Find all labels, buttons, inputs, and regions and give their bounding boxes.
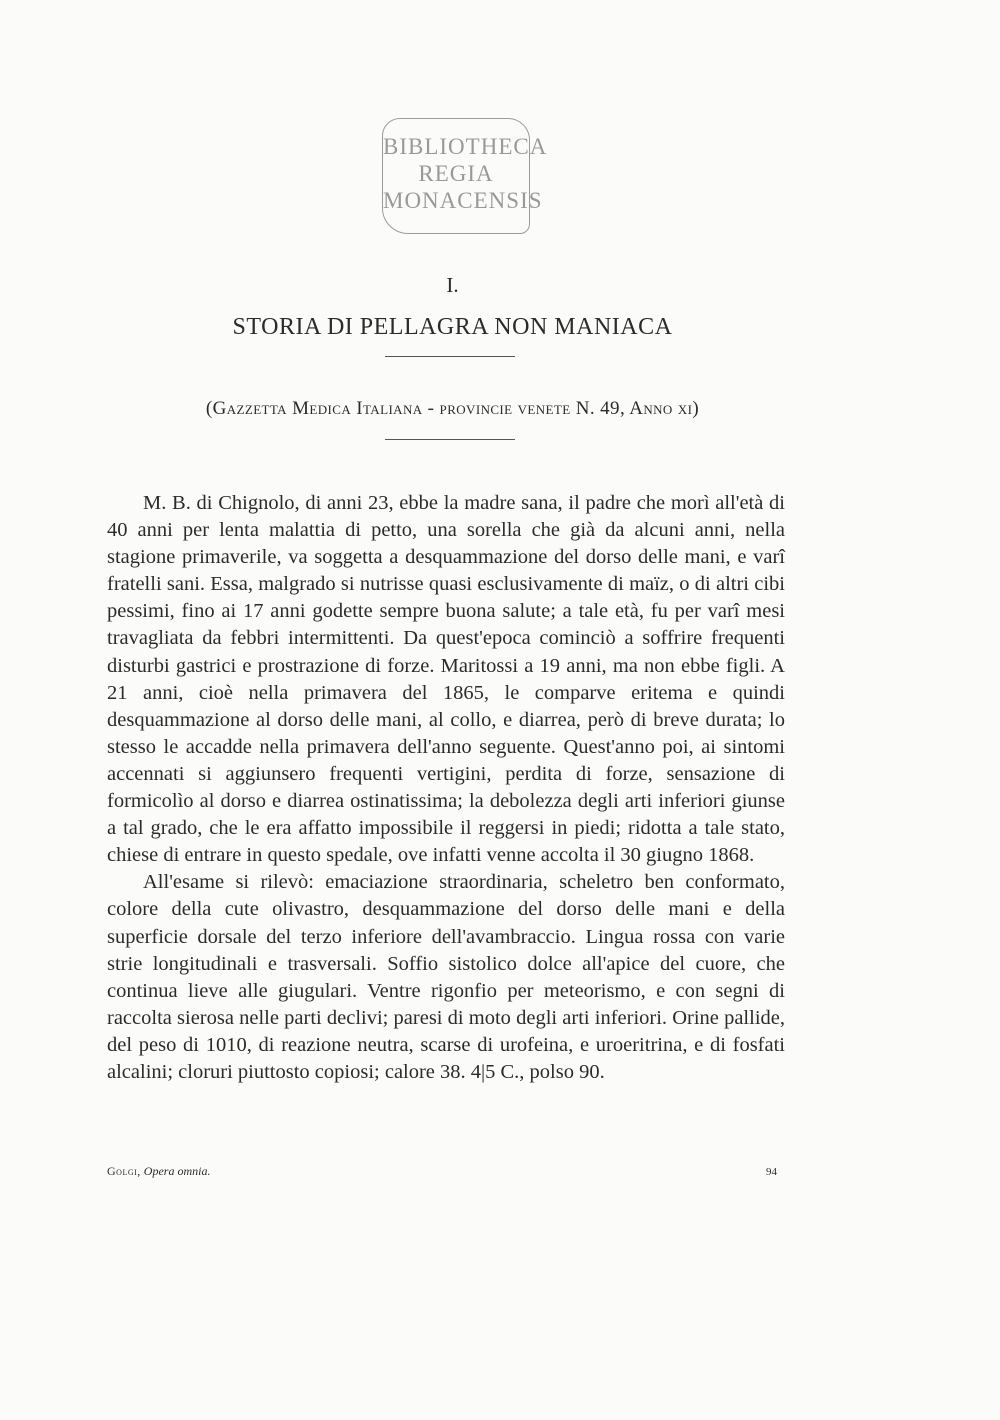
source-close-paren: ) — [692, 398, 700, 419]
footer-author: Golgi, — [107, 1164, 141, 1178]
paragraph: M. B. di Chignolo, di anni 23, ebbe la madre sana, il padre che morì all'età di 40 anni per lenta malattia di petto, una sorella che già da alcuni anni, nella stagione primaverile, va soggetta a desquammazione del dorso delle mani, e varî fratelli sani. Essa, malgrado si nutrisse quasi esclusivamente di maïz, o di altri cibi pessimi, fino ai 17 anni godette sempre buona salute; a tale età, fu per varî mesi travagliata da febbri intermittenti. Da quest'epoca cominciò a soffrire frequenti disturbi gastrici e prostrazione di forze. Maritossi a 19 anni, ma non ebbe figli. A 21 anni, cioè nella primavera del 1865, le comparve eritema e quindi desquammazione al dorso delle mani, al collo, e diarrea, però di breve durata; lo stesso le accadde nella primavera dell'anno seguente. Quest'anno poi, ai sintomi accennati si aggiunsero frequenti vertigini, perdita di forze, sensazione di formicolìo al dorso e diarrea ostinatissima; la debolezza degli arti inferiori giunse a tal grado, che le era affatto impossibile il reggersi in piedi; ridotta a tale stato, chiese di entrare in questo spedale, ove infatti venne accolta il 30 giugno 1868. — [107, 492, 785, 867]
library-stamp — [382, 118, 548, 234]
stamp-line: REGIA — [418, 161, 494, 186]
source-citation — [0, 398, 905, 420]
title-divider — [385, 356, 515, 357]
body-text — [107, 490, 785, 1086]
section-number: I. — [446, 273, 459, 297]
source-open-paren: ( — [205, 398, 213, 419]
sheet-number: 94 — [766, 1166, 777, 1178]
source-divider — [385, 439, 515, 440]
stamp-line: BIBLIOTHECA — [383, 134, 548, 159]
page-title: STORIA DI PELLAGRA NON MANIACA — [232, 314, 673, 340]
paragraph: All'esame si rilevò: emaciazione straordinaria, scheletro ben conformato, colore della cute olivastro, desquammazione del dorso delle mani e della superficie dorsale del terzo inferiore dell'avambraccio. Lingua rossa con varie strie longitudinali e trasversali. Soffio sistolico dolce all'apice del cuore, che continua lieve alle giugulari. Ventre rigonfio per meteorismo, e con segni di raccolta sierosa nelle parti declivi; paresi di moto degli arti inferiori. Orine pallide, del peso di 1010, di reazione neutra, scarse di urofeina, e uroeritrina, e di fosfati alcalini; cloruri piuttosto copiosi; calore 38. 4|5 C., polso 90. — [107, 871, 785, 1083]
stamp-line: MONACENSIS — [383, 188, 543, 213]
footer-work-title: Opera omnia. — [143, 1164, 211, 1178]
source-text: Gazzetta Medica Italiana - provincie venete N. 49, Anno xi — [212, 398, 693, 419]
footer-signature — [107, 1164, 210, 1179]
